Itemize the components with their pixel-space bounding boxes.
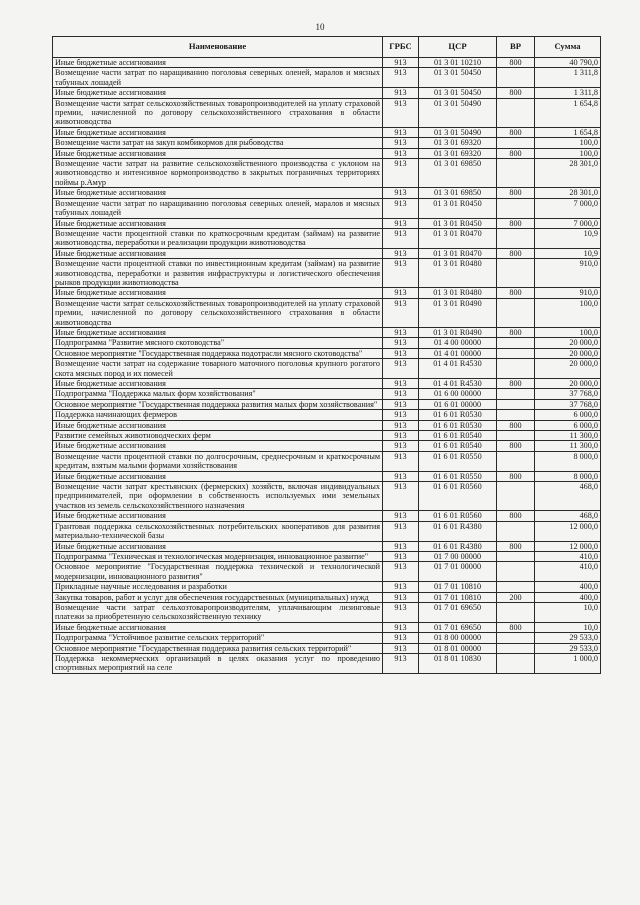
cell-grbs: 913 bbox=[383, 431, 419, 441]
cell-vr: 800 bbox=[497, 148, 535, 158]
cell-name: Поддержка некоммерческих организаций в целях оказания услуг по проведению спортивных мероприятий на селе bbox=[53, 653, 383, 673]
cell-grbs: 913 bbox=[383, 622, 419, 632]
table-row bbox=[53, 451, 601, 471]
table-row bbox=[53, 482, 601, 511]
cell-csr: 01 3 01 R0470 bbox=[419, 228, 497, 248]
table-row bbox=[53, 288, 601, 298]
cell-name: Подпрограмма "Развитие мясного скотоводства" bbox=[53, 338, 383, 348]
table-row bbox=[53, 228, 601, 248]
cell-name: Иные бюджетные ассигнования bbox=[53, 327, 383, 337]
table-row bbox=[53, 138, 601, 148]
cell-csr: 01 3 01 R0480 bbox=[419, 259, 497, 288]
cell-name: Иные бюджетные ассигнования bbox=[53, 420, 383, 430]
cell-grbs: 913 bbox=[383, 348, 419, 358]
cell-csr: 01 6 01 R0550 bbox=[419, 451, 497, 471]
cell-sum: 8 000,0 bbox=[535, 471, 601, 481]
cell-grbs: 913 bbox=[383, 602, 419, 622]
table-row bbox=[53, 431, 601, 441]
cell-sum: 410,0 bbox=[535, 562, 601, 582]
cell-csr: 01 3 01 10210 bbox=[419, 58, 497, 68]
cell-vr bbox=[497, 348, 535, 358]
cell-grbs: 913 bbox=[383, 98, 419, 127]
cell-csr: 01 7 01 00000 bbox=[419, 562, 497, 582]
cell-name: Иные бюджетные ассигнования bbox=[53, 148, 383, 158]
cell-vr: 800 bbox=[497, 88, 535, 98]
cell-grbs: 913 bbox=[383, 562, 419, 582]
table-row bbox=[53, 399, 601, 409]
cell-name: Возмещение части затрат крестьянских (фермерских) хозяйств, включая индивидуальных предпринимателей, при оформлении в собственность используемых ими земельных участков из земель сельскохозяйственного назначения bbox=[53, 482, 383, 511]
cell-sum: 468,0 bbox=[535, 482, 601, 511]
cell-grbs: 913 bbox=[383, 653, 419, 673]
cell-name: Подпрограмма "Поддержка малых форм хозяйствования" bbox=[53, 389, 383, 399]
cell-grbs: 913 bbox=[383, 451, 419, 471]
cell-vr: 800 bbox=[497, 58, 535, 68]
cell-grbs: 913 bbox=[383, 551, 419, 561]
cell-vr: 800 bbox=[497, 288, 535, 298]
cell-csr: 01 3 01 R0490 bbox=[419, 327, 497, 337]
cell-name: Иные бюджетные ассигнования bbox=[53, 379, 383, 389]
cell-grbs: 913 bbox=[383, 148, 419, 158]
cell-vr bbox=[497, 551, 535, 561]
table-row bbox=[53, 327, 601, 337]
cell-csr: 01 6 01 00000 bbox=[419, 399, 497, 409]
cell-name: Закупка товаров, работ и услуг для обеспечения государственных (муниципальных) нужд bbox=[53, 592, 383, 602]
cell-name: Иные бюджетные ассигнования bbox=[53, 288, 383, 298]
cell-csr: 01 3 01 R0450 bbox=[419, 198, 497, 218]
cell-csr: 01 3 01 50490 bbox=[419, 127, 497, 137]
cell-sum: 10,0 bbox=[535, 602, 601, 622]
cell-name: Иные бюджетные ассигнования bbox=[53, 441, 383, 451]
cell-vr bbox=[497, 431, 535, 441]
table-row bbox=[53, 338, 601, 348]
table-row bbox=[53, 379, 601, 389]
table-row bbox=[53, 653, 601, 673]
cell-vr bbox=[497, 521, 535, 541]
cell-name: Иные бюджетные ассигнования bbox=[53, 218, 383, 228]
cell-name: Иные бюджетные ассигнования bbox=[53, 471, 383, 481]
cell-name: Возмещение части процентной ставки по инвестиционным кредитам (займам) на развитие животноводства, переработки и развития инфраструктуры и логистического обеспечения рынков продукции животноводства bbox=[53, 259, 383, 288]
cell-name: Возмещение части затрат на закуп комбикормов для рыбоводства bbox=[53, 138, 383, 148]
cell-vr: 800 bbox=[497, 248, 535, 258]
table-row bbox=[53, 582, 601, 592]
cell-name: Возмещение части затрат сельскохозяйственных товаропроизводителей на уплату страховой премии, начисленной по договору сельскохозяйственного страхования в области животноводства bbox=[53, 298, 383, 327]
cell-sum: 37 768,0 bbox=[535, 399, 601, 409]
cell-name: Основное мероприятие "Государственная поддержка развития сельских территорий" bbox=[53, 643, 383, 653]
cell-sum: 1 654,8 bbox=[535, 98, 601, 127]
cell-csr: 01 6 01 R4380 bbox=[419, 521, 497, 541]
page-number: 10 bbox=[315, 22, 325, 32]
cell-vr bbox=[497, 399, 535, 409]
cell-sum: 7 000,0 bbox=[535, 198, 601, 218]
cell-vr: 800 bbox=[497, 327, 535, 337]
cell-vr bbox=[497, 633, 535, 643]
table-row bbox=[53, 541, 601, 551]
cell-csr: 01 3 01 69850 bbox=[419, 159, 497, 188]
cell-grbs: 913 bbox=[383, 582, 419, 592]
table-row bbox=[53, 622, 601, 632]
cell-csr: 01 3 01 R0450 bbox=[419, 218, 497, 228]
cell-csr: 01 4 00 00000 bbox=[419, 338, 497, 348]
cell-vr bbox=[497, 653, 535, 673]
cell-csr: 01 7 01 10810 bbox=[419, 592, 497, 602]
cell-csr: 01 6 01 R0550 bbox=[419, 471, 497, 481]
cell-vr: 800 bbox=[497, 541, 535, 551]
cell-csr: 01 8 01 10830 bbox=[419, 653, 497, 673]
cell-name: Подпрограмма "Устойчивое развитие сельских территорий" bbox=[53, 633, 383, 643]
cell-grbs: 913 bbox=[383, 471, 419, 481]
cell-grbs: 913 bbox=[383, 327, 419, 337]
cell-vr bbox=[497, 389, 535, 399]
cell-sum: 410,0 bbox=[535, 551, 601, 561]
cell-vr bbox=[497, 451, 535, 471]
cell-grbs: 913 bbox=[383, 127, 419, 137]
cell-vr: 800 bbox=[497, 127, 535, 137]
cell-name: Иные бюджетные ассигнования bbox=[53, 248, 383, 258]
cell-vr: 800 bbox=[497, 218, 535, 228]
cell-grbs: 913 bbox=[383, 399, 419, 409]
cell-sum: 20 000,0 bbox=[535, 359, 601, 379]
cell-csr: 01 8 01 00000 bbox=[419, 643, 497, 653]
cell-sum: 11 300,0 bbox=[535, 431, 601, 441]
cell-sum: 29 533,0 bbox=[535, 633, 601, 643]
cell-grbs: 913 bbox=[383, 511, 419, 521]
cell-vr bbox=[497, 562, 535, 582]
cell-sum: 1 311,8 bbox=[535, 88, 601, 98]
cell-csr: 01 3 01 R0490 bbox=[419, 298, 497, 327]
cell-grbs: 913 bbox=[383, 248, 419, 258]
table-row bbox=[53, 441, 601, 451]
cell-vr bbox=[497, 138, 535, 148]
cell-grbs: 913 bbox=[383, 188, 419, 198]
cell-csr: 01 4 01 R4530 bbox=[419, 379, 497, 389]
table-row bbox=[53, 198, 601, 218]
cell-name: Иные бюджетные ассигнования bbox=[53, 127, 383, 137]
cell-grbs: 913 bbox=[383, 298, 419, 327]
cell-grbs: 913 bbox=[383, 389, 419, 399]
cell-vr: 800 bbox=[497, 511, 535, 521]
cell-csr: 01 6 01 R0530 bbox=[419, 410, 497, 420]
header-vr: ВР bbox=[497, 37, 535, 58]
table-row bbox=[53, 389, 601, 399]
table-row bbox=[53, 58, 601, 68]
table-row bbox=[53, 471, 601, 481]
cell-sum: 1 000,0 bbox=[535, 653, 601, 673]
cell-sum: 910,0 bbox=[535, 259, 601, 288]
table-row bbox=[53, 298, 601, 327]
cell-sum: 37 768,0 bbox=[535, 389, 601, 399]
table-row bbox=[53, 148, 601, 158]
cell-name: Иные бюджетные ассигнования bbox=[53, 58, 383, 68]
table-body bbox=[53, 58, 601, 674]
cell-grbs: 913 bbox=[383, 410, 419, 420]
cell-name: Прикладные научные исследования и разработки bbox=[53, 582, 383, 592]
table-row bbox=[53, 218, 601, 228]
cell-grbs: 913 bbox=[383, 592, 419, 602]
cell-name: Иные бюджетные ассигнования bbox=[53, 511, 383, 521]
cell-sum: 1 311,8 bbox=[535, 68, 601, 88]
cell-vr bbox=[497, 68, 535, 88]
table-row bbox=[53, 259, 601, 288]
cell-sum: 7 000,0 bbox=[535, 218, 601, 228]
cell-grbs: 913 bbox=[383, 338, 419, 348]
header-name: Наименование bbox=[53, 37, 383, 58]
table-row bbox=[53, 248, 601, 258]
cell-csr: 01 6 01 R0530 bbox=[419, 420, 497, 430]
cell-csr: 01 4 01 R4530 bbox=[419, 359, 497, 379]
budget-table bbox=[52, 36, 601, 674]
cell-name: Возмещение части процентной ставки по долгосрочным, среднесрочным и краткосрочным кредитам, взятым малыми формами хозяйствования bbox=[53, 451, 383, 471]
table-row bbox=[53, 88, 601, 98]
cell-name: Основное мероприятие "Государственная поддержка подотрасли мясного скотоводства" bbox=[53, 348, 383, 358]
table-row bbox=[53, 420, 601, 430]
cell-vr bbox=[497, 198, 535, 218]
cell-vr bbox=[497, 359, 535, 379]
cell-csr: 01 3 01 50490 bbox=[419, 98, 497, 127]
cell-name: Поддержка начинающих фермеров bbox=[53, 410, 383, 420]
cell-csr: 01 6 00 00000 bbox=[419, 389, 497, 399]
cell-csr: 01 3 01 69850 bbox=[419, 188, 497, 198]
cell-sum: 8 000,0 bbox=[535, 451, 601, 471]
table-row bbox=[53, 348, 601, 358]
cell-name: Грантовая поддержка сельскохозяйственных потребительских кооперативов для развития материально-технической базы bbox=[53, 521, 383, 541]
cell-grbs: 913 bbox=[383, 420, 419, 430]
cell-vr: 800 bbox=[497, 420, 535, 430]
cell-csr: 01 7 01 69650 bbox=[419, 622, 497, 632]
cell-name: Подпрограмма "Техническая и технологическая модернизация, инновационное развитие" bbox=[53, 551, 383, 561]
cell-csr: 01 3 01 R0480 bbox=[419, 288, 497, 298]
cell-sum: 12 000,0 bbox=[535, 521, 601, 541]
cell-vr: 800 bbox=[497, 471, 535, 481]
cell-sum: 400,0 bbox=[535, 592, 601, 602]
cell-name: Возмещение части затрат на развитие сельскохозяйственного производства с уклоном на животноводство и интенсивное кормопроизводство в закрытых пограничных территориях поймы р.Амур bbox=[53, 159, 383, 188]
cell-sum: 100,0 bbox=[535, 138, 601, 148]
table-row bbox=[53, 188, 601, 198]
cell-grbs: 913 bbox=[383, 159, 419, 188]
cell-grbs: 913 bbox=[383, 218, 419, 228]
cell-grbs: 913 bbox=[383, 379, 419, 389]
cell-sum: 28 301,0 bbox=[535, 188, 601, 198]
cell-vr bbox=[497, 643, 535, 653]
cell-grbs: 913 bbox=[383, 68, 419, 88]
cell-grbs: 913 bbox=[383, 259, 419, 288]
cell-sum: 6 000,0 bbox=[535, 410, 601, 420]
table-row bbox=[53, 359, 601, 379]
cell-sum: 40 790,0 bbox=[535, 58, 601, 68]
cell-grbs: 913 bbox=[383, 58, 419, 68]
cell-sum: 100,0 bbox=[535, 148, 601, 158]
table-row bbox=[53, 127, 601, 137]
cell-sum: 100,0 bbox=[535, 298, 601, 327]
cell-name: Возмещение части затрат по наращиванию поголовья северных оленей, маралов и мясных табунных лошадей bbox=[53, 198, 383, 218]
cell-vr: 800 bbox=[497, 622, 535, 632]
cell-sum: 1 654,8 bbox=[535, 127, 601, 137]
cell-name: Возмещение части процентной ставки по краткосрочным кредитам (займам) на развитие животноводства, переработки и реализации продукции животноводства bbox=[53, 228, 383, 248]
cell-csr: 01 6 01 R0540 bbox=[419, 441, 497, 451]
table-row bbox=[53, 643, 601, 653]
cell-sum: 28 301,0 bbox=[535, 159, 601, 188]
cell-csr: 01 8 00 00000 bbox=[419, 633, 497, 643]
cell-sum: 29 533,0 bbox=[535, 643, 601, 653]
cell-sum: 6 000,0 bbox=[535, 420, 601, 430]
cell-vr bbox=[497, 159, 535, 188]
cell-name: Иные бюджетные ассигнования bbox=[53, 88, 383, 98]
cell-sum: 10,0 bbox=[535, 622, 601, 632]
cell-sum: 20 000,0 bbox=[535, 379, 601, 389]
table-row bbox=[53, 633, 601, 643]
table-row bbox=[53, 68, 601, 88]
cell-sum: 20 000,0 bbox=[535, 348, 601, 358]
cell-vr bbox=[497, 482, 535, 511]
cell-csr: 01 3 01 69320 bbox=[419, 138, 497, 148]
cell-grbs: 913 bbox=[383, 198, 419, 218]
cell-grbs: 913 bbox=[383, 138, 419, 148]
header-csr: ЦСР bbox=[419, 37, 497, 58]
table-row bbox=[53, 602, 601, 622]
cell-grbs: 913 bbox=[383, 88, 419, 98]
cell-vr bbox=[497, 259, 535, 288]
table-row bbox=[53, 562, 601, 582]
cell-csr: 01 3 01 R0470 bbox=[419, 248, 497, 258]
table-row bbox=[53, 592, 601, 602]
cell-vr bbox=[497, 582, 535, 592]
cell-vr bbox=[497, 602, 535, 622]
cell-csr: 01 7 01 69650 bbox=[419, 602, 497, 622]
cell-vr bbox=[497, 98, 535, 127]
cell-name: Иные бюджетные ассигнования bbox=[53, 622, 383, 632]
cell-sum: 100,0 bbox=[535, 327, 601, 337]
table-row bbox=[53, 410, 601, 420]
cell-csr: 01 3 01 69320 bbox=[419, 148, 497, 158]
cell-grbs: 913 bbox=[383, 482, 419, 511]
cell-vr bbox=[497, 410, 535, 420]
cell-vr: 200 bbox=[497, 592, 535, 602]
cell-grbs: 913 bbox=[383, 228, 419, 248]
cell-vr: 800 bbox=[497, 379, 535, 389]
cell-vr: 800 bbox=[497, 441, 535, 451]
header-sum: Сумма bbox=[535, 37, 601, 58]
cell-csr: 01 6 01 R0540 bbox=[419, 431, 497, 441]
cell-vr bbox=[497, 298, 535, 327]
header-grbs: ГРБС bbox=[383, 37, 419, 58]
cell-sum: 10,9 bbox=[535, 248, 601, 258]
cell-grbs: 913 bbox=[383, 633, 419, 643]
cell-sum: 10,9 bbox=[535, 228, 601, 248]
cell-csr: 01 6 01 R0560 bbox=[419, 511, 497, 521]
cell-grbs: 913 bbox=[383, 643, 419, 653]
table-header bbox=[53, 37, 601, 58]
cell-name: Развитие семейных животноводческих ферм bbox=[53, 431, 383, 441]
cell-csr: 01 4 01 00000 bbox=[419, 348, 497, 358]
cell-vr bbox=[497, 228, 535, 248]
table-row bbox=[53, 98, 601, 127]
table-row bbox=[53, 521, 601, 541]
cell-csr: 01 3 01 50450 bbox=[419, 68, 497, 88]
cell-sum: 400,0 bbox=[535, 582, 601, 592]
cell-sum: 11 300,0 bbox=[535, 441, 601, 451]
cell-vr bbox=[497, 338, 535, 348]
cell-csr: 01 6 01 R4380 bbox=[419, 541, 497, 551]
cell-sum: 910,0 bbox=[535, 288, 601, 298]
cell-name: Возмещение части затрат по наращиванию поголовья северных оленей, маралов и мясных табунных лошадей bbox=[53, 68, 383, 88]
table-row bbox=[53, 511, 601, 521]
cell-grbs: 913 bbox=[383, 441, 419, 451]
cell-grbs: 913 bbox=[383, 521, 419, 541]
cell-csr: 01 3 01 50450 bbox=[419, 88, 497, 98]
cell-name: Возмещение части затрат на содержание товарного маточного поголовья крупного рогатого скота мясных пород и их помесей bbox=[53, 359, 383, 379]
cell-sum: 468,0 bbox=[535, 511, 601, 521]
cell-sum: 12 000,0 bbox=[535, 541, 601, 551]
table-row bbox=[53, 159, 601, 188]
cell-vr: 800 bbox=[497, 188, 535, 198]
cell-name: Иные бюджетные ассигнования bbox=[53, 541, 383, 551]
cell-grbs: 913 bbox=[383, 288, 419, 298]
cell-grbs: 913 bbox=[383, 541, 419, 551]
cell-name: Основное мероприятие "Государственная поддержка развития малых форм хозяйствования" bbox=[53, 399, 383, 409]
table-row bbox=[53, 551, 601, 561]
cell-csr: 01 6 01 R0560 bbox=[419, 482, 497, 511]
cell-name: Возмещение части затрат сельскохозяйственных товаропроизводителей на уплату страховой премии, начисленной по договору сельскохозяйственного страхования в области животноводства bbox=[53, 98, 383, 127]
cell-name: Возмещение части затрат сельхозтоваропроизводителям, уплачивающим лизинговые платежи за приобретенную сельскохозяйственную технику bbox=[53, 602, 383, 622]
cell-sum: 20 000,0 bbox=[535, 338, 601, 348]
cell-csr: 01 7 00 00000 bbox=[419, 551, 497, 561]
cell-name: Основное мероприятие "Государственная поддержка технической и технологической модернизации, инновационного развития" bbox=[53, 562, 383, 582]
cell-csr: 01 7 01 10810 bbox=[419, 582, 497, 592]
cell-name: Иные бюджетные ассигнования bbox=[53, 188, 383, 198]
cell-grbs: 913 bbox=[383, 359, 419, 379]
